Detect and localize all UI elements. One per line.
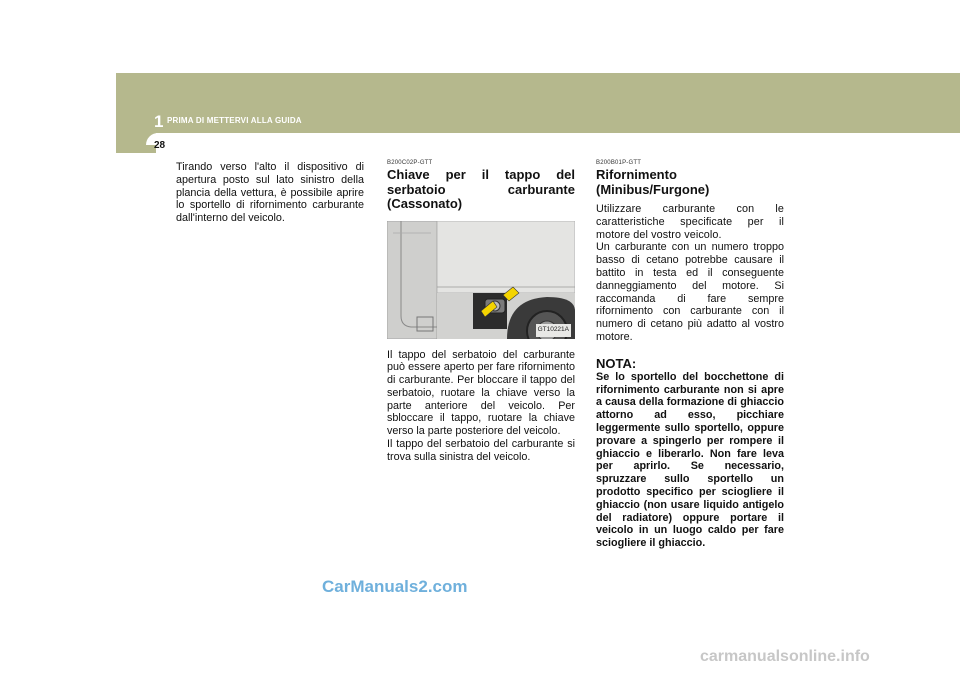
- section-body: Utilizzare carburante con le caratteristiche specificate per il motore del vostro veicolo.: [596, 203, 784, 241]
- column-1: [176, 161, 364, 225]
- figure-code: GT10221A: [536, 324, 571, 337]
- page-number: 28: [154, 140, 166, 151]
- section-code: B200B01P-GTT: [596, 160, 642, 166]
- note-title: NOTA:: [596, 355, 637, 371]
- column-2: [387, 160, 575, 464]
- section-body-2: Il tappo del serbatoio del carburante si trova sulla sinistra del veicolo.: [387, 438, 575, 463]
- fuel-cap-illustration: [387, 221, 575, 339]
- watermark-carmanuals2[interactable]: CarManuals2.com: [322, 577, 468, 596]
- note-text: Se lo sportello del bocchettone di rifornimento carburante non si apre a causa della formazione di ghiaccio attorno ad esso, picchiare leggermente sullo sportello, oppure provare a spingerlo per rompere il ghiaccio e liberarlo. Non fare leva per aprirlo. Se necessario, spruzzare sullo sportello un prodotto specifico per sciogliere il ghiaccio (non usare liquido antigelo del radiatore) oppure portare il veicolo in un luogo caldo per fare sciogliere il ghiaccio.: [596, 370, 784, 550]
- section-code: B200C02P-GTT: [387, 160, 433, 166]
- watermark-carmanualsonline[interactable]: carmanualsonline.info: [700, 648, 870, 665]
- section-heading: Rifornimento (Minibus/Furgone): [596, 167, 710, 197]
- chapter-title: PRIMA DI METTERVI ALLA GUIDA: [167, 116, 302, 125]
- section-body: Il tappo del serbatoio del carburante può essere aperto per fare rifornimento di carburante. Per bloccare il tappo del serbatoio, ruotare la chiave verso la parte anteriore del veicolo. Per sbloccare il tappo, ruotare la chiave verso la parte posteriore del veicolo.: [387, 348, 575, 438]
- column-3: [596, 160, 784, 550]
- truck-side-drawing: [387, 221, 575, 339]
- chapter-number: 1: [154, 112, 164, 131]
- section-body-2: Un carburante con un numero troppo basso di cetano potrebbe causare il battito in testa ed il conseguente danneggiamento del motore. Si raccomanda di fare sempre rifornimento con carburante con il numero di cetano più adatto al vostro motore.: [596, 241, 784, 343]
- col1-paragraph: Tirando verso l'alto il dispositivo di apertura posto sul lato sinistro della plancia della vettura, è possibile aprire lo sportello di rifornimento carburante dall'interno del veicolo.: [176, 161, 364, 225]
- section-heading: Chiave per il tappo del serbatoio carburante (Cassonato): [387, 167, 575, 211]
